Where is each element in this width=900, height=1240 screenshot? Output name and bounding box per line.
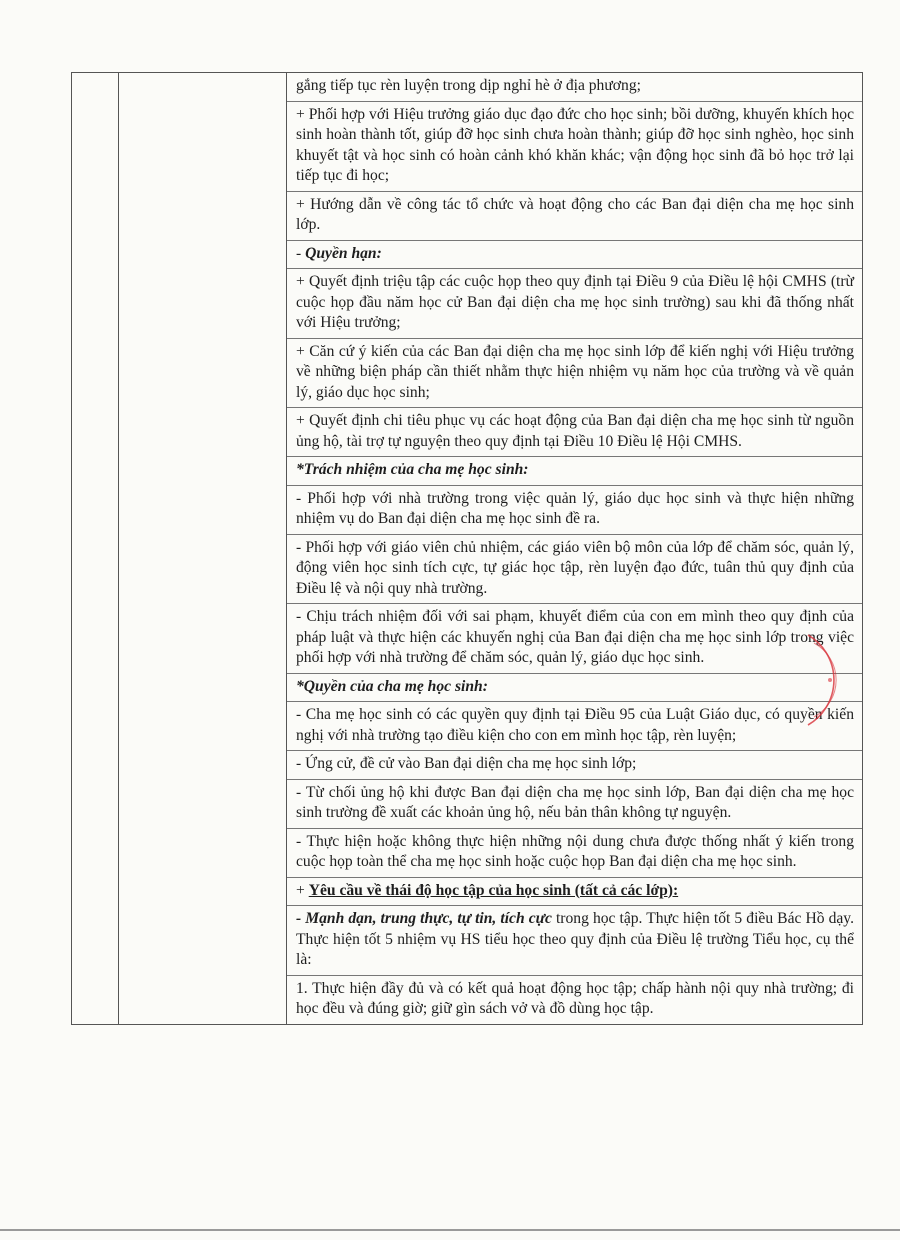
section-heading: - Quyền hạn: [287, 241, 862, 270]
section-heading: + Yêu cầu về thái độ học tập của học sinh (tất cả các lớp): [287, 878, 862, 907]
paragraph: + Quyết định chi tiêu phục vụ các hoạt động của Ban đại diện cha mẹ học sinh từ nguồn ủng hộ, tài trợ tự nguyện theo quy định tại Điều 10 Điều lệ Hội CMHS. [287, 408, 862, 457]
paragraph: - Thực hiện hoặc không thực hiện những nội dung chưa được thống nhất ý kiến trong cuộc họp toàn thể cha mẹ học sinh hoặc cuộc họp Ban đại diện cha mẹ học sinh. [287, 829, 862, 878]
paragraph: + Căn cứ ý kiến của các Ban đại diện cha mẹ học sinh lớp để kiến nghị với Hiệu trưởng về những biện pháp cần thiết nhằm thực hiện nhiệm vụ năm học của trường và về quản lý, giáo dục học sinh; [287, 339, 862, 409]
paragraph: - Ứng cử, đề cử vào Ban đại diện cha mẹ học sinh lớp; [287, 751, 862, 780]
paragraph: - Cha mẹ học sinh có các quyền quy định tại Điều 95 của Luật Giáo dục, có quyền kiến nghị với nhà trường tạo điều kiện cho con em mình học tập, rèn luyện; [287, 702, 862, 751]
paragraph: - Phối hợp với giáo viên chủ nhiệm, các giáo viên bộ môn của lớp để chăm sóc, quản lý, động viên học sinh tích cực, tự giác học tập, rèn luyện đạo đức, tuân thủ quy định của Điều lệ và nội quy nhà trường. [287, 535, 862, 605]
column-content-cell [119, 73, 287, 1025]
paragraph: - Từ chối ủng hộ khi được Ban đại diện cha mẹ học sinh lớp, Ban đại diện cha mẹ học sinh trường đề xuất các khoản ủng hộ, nếu bản thân không tự nguyện. [287, 780, 862, 829]
heading-yeu-cau: Yêu cầu về thái độ học tập của học sinh (tất cả các lớp): [308, 881, 679, 899]
paragraph-lead: - Mạnh dạn, trung thực, tự tin, tích cực [296, 910, 552, 927]
paragraph: - Phối hợp với nhà trường trong việc quản lý, giáo dục học sinh và thực hiện những nhiệm vụ do Ban đại diện cha mẹ học sinh đề ra. [287, 486, 862, 535]
paragraph: - Mạnh dạn, trung thực, tự tin, tích cực trong học tập. Thực hiện tốt 5 điều Bác Hồ dạy. Thực hiện tốt 5 nhiệm vụ HS tiểu học theo quy định của Điều lệ trường Tiểu học, cụ thể là: [287, 906, 862, 976]
heading-quyen-han: Quyền hạn: [305, 244, 382, 262]
column-stt-cell [72, 73, 119, 1025]
page-bottom-edge [0, 1229, 900, 1231]
content-table [71, 72, 863, 1025]
heading-quyen: *Quyền của cha mẹ học sinh: [296, 677, 488, 695]
paragraph: + Hướng dẫn về công tác tổ chức và hoạt động cho các Ban đại diện cha mẹ học sinh lớp. [287, 192, 862, 241]
column-detail-cell [287, 73, 863, 1025]
paragraph: gắng tiếp tục rèn luyện trong dịp nghỉ hè ở địa phương; [287, 73, 862, 102]
section-heading [287, 457, 862, 486]
paragraph: + Phối hợp với Hiệu trưởng giáo dục đạo đức cho học sinh; bồi dưỡng, khuyến khích học sinh hoàn thành tốt, giúp đỡ học sinh chưa hoàn thành; giúp đỡ học sinh nghèo, học sinh khuyết tật và học sinh có hoàn cảnh khó khăn khác; vận động học sinh đã bỏ học trở lại tiếp tục đi học; [287, 102, 862, 192]
paragraph: + Quyết định triệu tập các cuộc họp theo quy định tại Điều 9 của Điều lệ hội CMHS (trừ cuộc họp đầu năm học cử Ban đại diện cha mẹ học sinh trường) sau khi đã thống nhất với Hiệu trưởng; [287, 269, 862, 339]
paragraph: 1. Thực hiện đầy đủ và có kết quả hoạt động học tập; chấp hành nội quy nhà trường; đi học đều và đúng giờ; giữ gìn sách vở và đồ dùng học tập. [296, 979, 854, 1017]
paragraph: - Chịu trách nhiệm đối với sai phạm, khuyết điểm của con em mình theo quy định của pháp luật và thực hiện các khuyến nghị của Ban đại diện cha mẹ học sinh lớp trong việc phối hợp với nhà trường để chăm sóc, quản lý, giáo dục học sinh. [287, 604, 862, 674]
heading-trach-nhiem: *Trách nhiệm của cha mẹ học sinh: [296, 461, 529, 478]
section-heading [287, 674, 862, 703]
